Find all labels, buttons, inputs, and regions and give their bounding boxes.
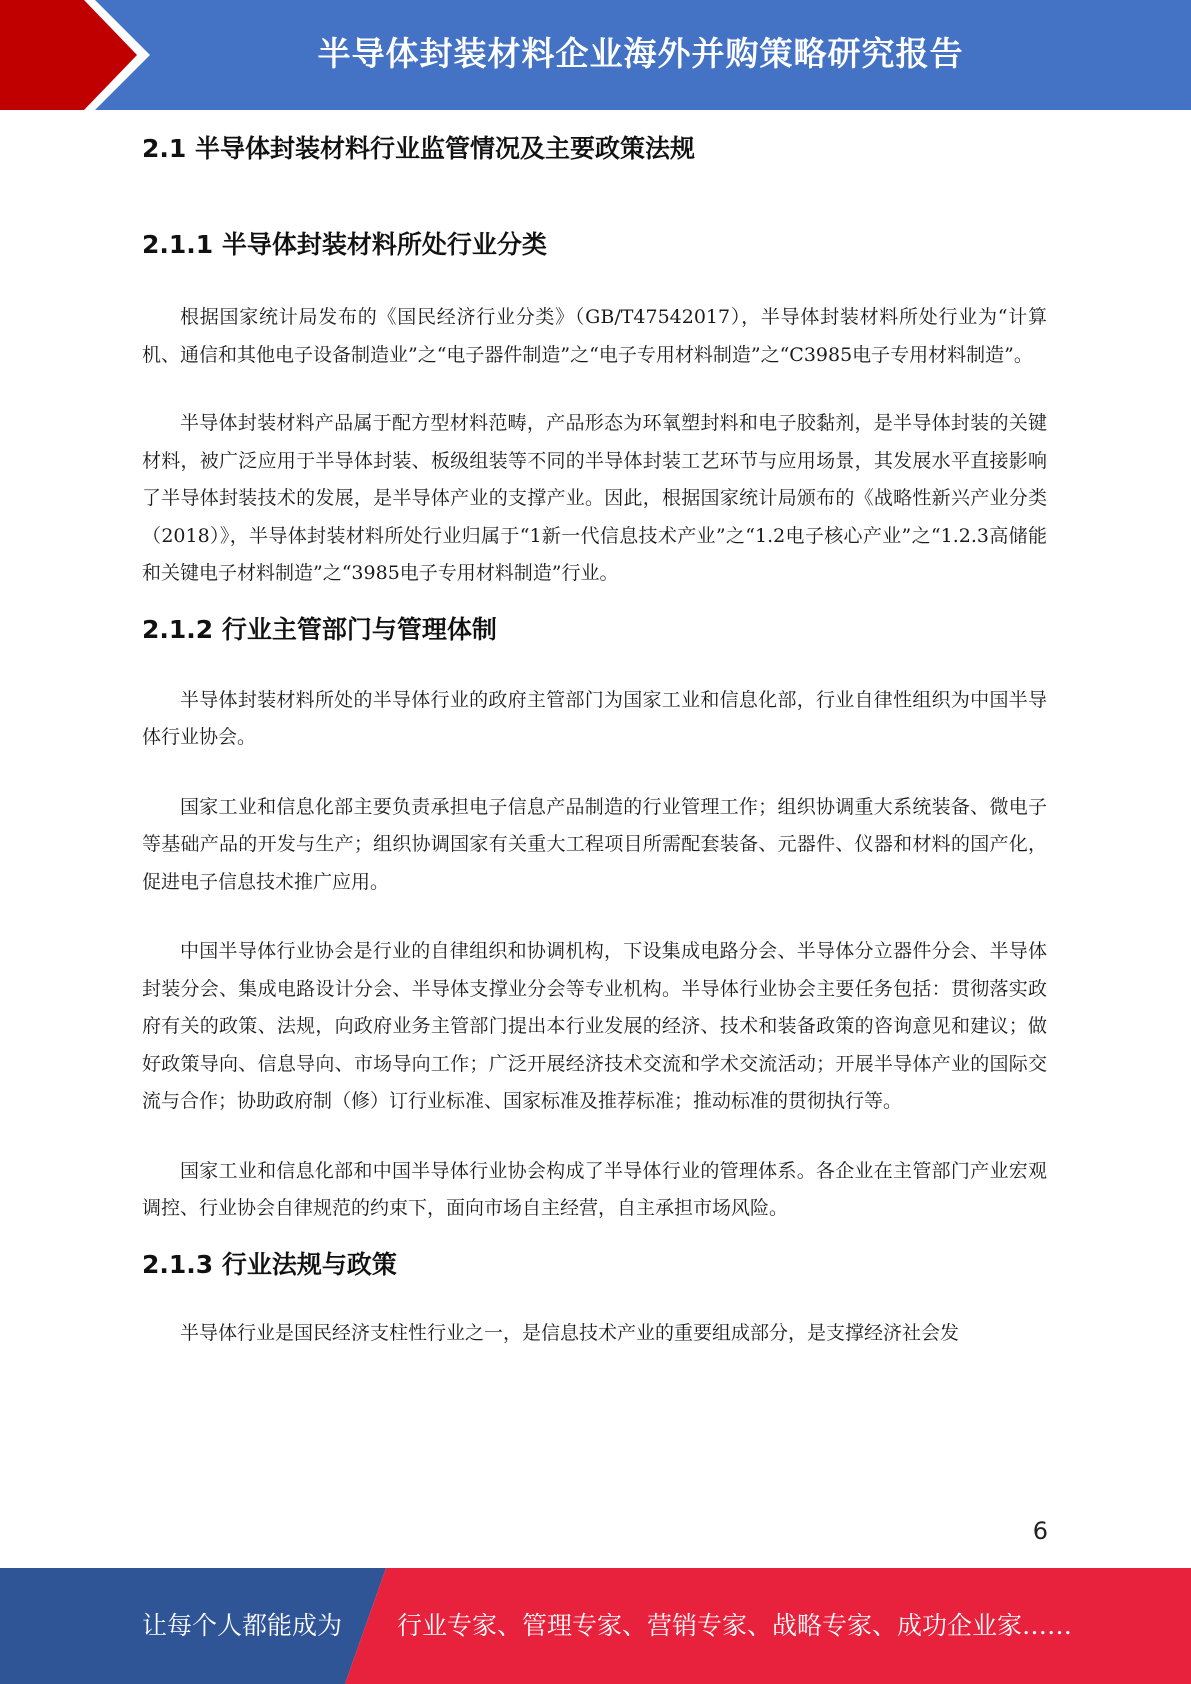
paragraph: 半导体行业是国民经济支柱性行业之一，是信息技术产业的重要组成部分，是支撑经济社会发: [180, 1321, 960, 1344]
paragraph: 半导体封装材料所处的半导体行业的政府主管部门为国家工业和信息化部，行业自律性组织为中国半导体行业协会。: [142, 688, 1047, 748]
paragraph: 半导体封装材料产品属于配方型材料范畴，产品形态为环氧塑封料和电子胶黏剂，是半导体封装的关键材料，被广泛应用于半导体封装、板级组装等不同的半导体封装工艺环节与应用场景，其发展水平直接影响了半导体封装技术的发展，是半导体产业的支撑产业。因此，根据国家统计局颁布的《战略性新兴产业分类（2018）》，半导体封装材料所处行业归属于“1新一代信息技术产业”之“1.2电子核心产业”之“1.2.3高储能和关键电子材料制造”之“3985电子专用材料制造”行业。: [142, 412, 1047, 584]
paragraph: 中国半导体行业协会是行业的自律组织和协调机构，下设集成电路分会、半导体分立器件分会、半导体封装分会、集成电路设计分会、半导体支撑业分会等专业机构。半导体行业协会主要任务包括：贯彻落实政府有关的政策、法规，向政府业务主管部门提出本行业发展的经济、技术和装备政策的咨询意见和建议；做好政策导向、信息导向、市场导向工作；广泛开展经济技术交流和学术交流活动；开展半导体产业的国际交流与合作；协助政府制（修）订行业标准、国家标准及推荐标准；推动标准的贯彻执行等。: [142, 940, 1047, 1112]
page-content: [142, 126, 1047, 1352]
footer-slogan-left: 让每个人都能成为: [142, 1611, 343, 1640]
paragraph: 国家工业和信息化部主要负责承担电子信息产品制造的行业管理工作；组织协调重大系统装备、微电子等基础产品的开发与生产；组织协调国家有关重大工程项目所需配套装备、元器件、仪器和材料的国产化，促进电子信息技术推广应用。: [142, 795, 1047, 893]
report-title: 半导体封装材料企业海外并购策略研究报告: [317, 34, 964, 73]
footer-banner: [0, 1568, 1191, 1684]
paragraph: 根据国家统计局发布的《国民经济行业分类》（GB/T47542017），半导体封装材料所处行业为“计算机、通信和其他电子设备制造业”之“电子器件制造”之“电子专用材料制造”之“C3985电子专用材料制造”。: [142, 306, 1047, 366]
page-number: 6: [1032, 1517, 1048, 1545]
footer-slogan-right: 行业专家、管理专家、营销专家、战略专家、成功企业家……: [397, 1611, 1073, 1640]
section-heading-2-1-3: 2.1.3 行业法规与政策: [142, 1249, 397, 1279]
header-banner: [0, 0, 1191, 110]
section-heading-2-1-2: 2.1.2 行业主管部门与管理体制: [142, 614, 497, 644]
section-heading-2-1: 2.1 半导体封装材料行业监管情况及主要政策法规: [142, 134, 695, 163]
paragraph: 国家工业和信息化部和中国半导体行业协会构成了半导体行业的管理体系。各企业在主管部门产业宏观调控、行业协会自律规范的约束下，面向市场自主经营，自主承担市场风险。: [142, 1159, 1047, 1219]
section-heading-2-1-1: 2.1.1 半导体封装材料所处行业分类: [142, 230, 547, 259]
